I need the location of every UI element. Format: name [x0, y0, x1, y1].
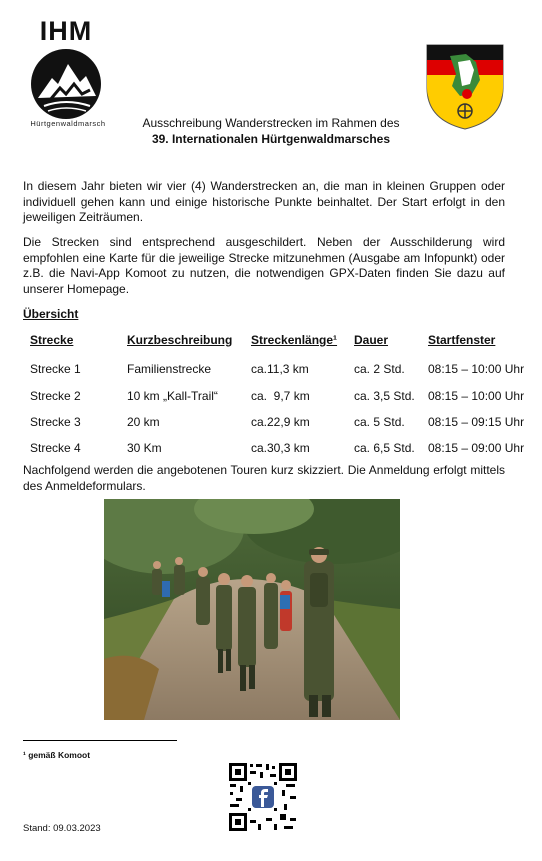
cell-dauer: ca. 5 Std. [354, 415, 405, 429]
cell-startfenster: 08:15 – 09:15 Uhr [428, 415, 525, 429]
footnote-divider [23, 740, 177, 741]
cell-dauer: ca. 3,5 Std. [354, 389, 415, 403]
cell-kurzbeschreibung: 10 km „Kall-Trail“ [127, 389, 218, 403]
cell-strecke: Strecke 3 [30, 415, 81, 429]
col-header-kurzbeschreibung: Kurzbeschreibung [127, 333, 233, 347]
ihm-logo [22, 14, 110, 132]
logo-name: IHM [39, 16, 93, 46]
cell-laenge: ca.22,9 km [251, 415, 310, 429]
cell-startfenster: 08:15 – 09:00 Uhr [428, 441, 525, 455]
mountain-logo-icon [30, 48, 102, 120]
logo-subtitle: Hürtgenwaldmarsch [30, 119, 106, 128]
intro-paragraph-2: Die Strecken sind entsprechend ausgeschildert. Neben der Ausschilderung wird empfohlen eine Karte für die jeweilige Strecke mitzunehmen (Ausgabe am Infopunkt) oder z.B. die Navi-App Komoot zu nutzen, die notwendigen GPX-Daten finden Sie dazu auf unserer Homepage. [23, 235, 505, 296]
page-title-line1: Ausschreibung Wanderstrecken im Rahmen des [142, 116, 400, 130]
cell-strecke: Strecke 1 [30, 362, 81, 376]
col-header-streckenlaenge: Streckenlänge¹ [251, 333, 338, 347]
cell-strecke: Strecke 2 [30, 389, 81, 403]
cell-strecke: Strecke 4 [30, 441, 81, 455]
cell-laenge: ca.30,3 km [251, 441, 310, 455]
cell-startfenster: 08:15 – 10:00 Uhr [428, 389, 525, 403]
document-date: Stand: 09.03.2023 [23, 823, 101, 834]
col-header-startfenster: Startfenster [428, 333, 496, 347]
hikers-photo [104, 499, 400, 720]
page-title-line2: 39. Internationalen Hürtgenwaldmarsches [151, 132, 391, 146]
cell-kurzbeschreibung: 20 km [127, 415, 160, 429]
cell-kurzbeschreibung: Familienstrecke [127, 362, 212, 376]
intro-paragraph-1: In diesem Jahr bieten wir vier (4) Wanderstrecken an, die man in kleinen Gruppen oder individuell gehen kann und einige historische Punkte beinhaltet. Der Start erfolgt in den jeweiligen Zeiträumen. [23, 179, 505, 224]
outro-paragraph: Nachfolgend werden die angebotenen Touren kurz skizziert. Die Anmeldung erfolgt mittels des Anmeldeformulars. [23, 463, 505, 493]
cell-kurzbeschreibung: 30 Km [127, 441, 162, 455]
cell-laenge: ca. 9,7 km [251, 389, 310, 403]
cell-dauer: ca. 2 Std. [354, 362, 405, 376]
cell-startfenster: 08:15 – 10:00 Uhr [428, 362, 525, 376]
cell-dauer: ca. 6,5 Std. [354, 441, 415, 455]
col-header-dauer: Dauer [354, 333, 389, 347]
col-header-strecke: Strecke [30, 333, 74, 347]
qr-code-icon[interactable] [228, 762, 298, 832]
cell-laenge: ca.11,3 km [251, 362, 309, 376]
overview-heading: Übersicht [23, 307, 79, 321]
facebook-icon [252, 786, 274, 808]
footnote: ¹ gemäß Komoot [23, 750, 91, 760]
